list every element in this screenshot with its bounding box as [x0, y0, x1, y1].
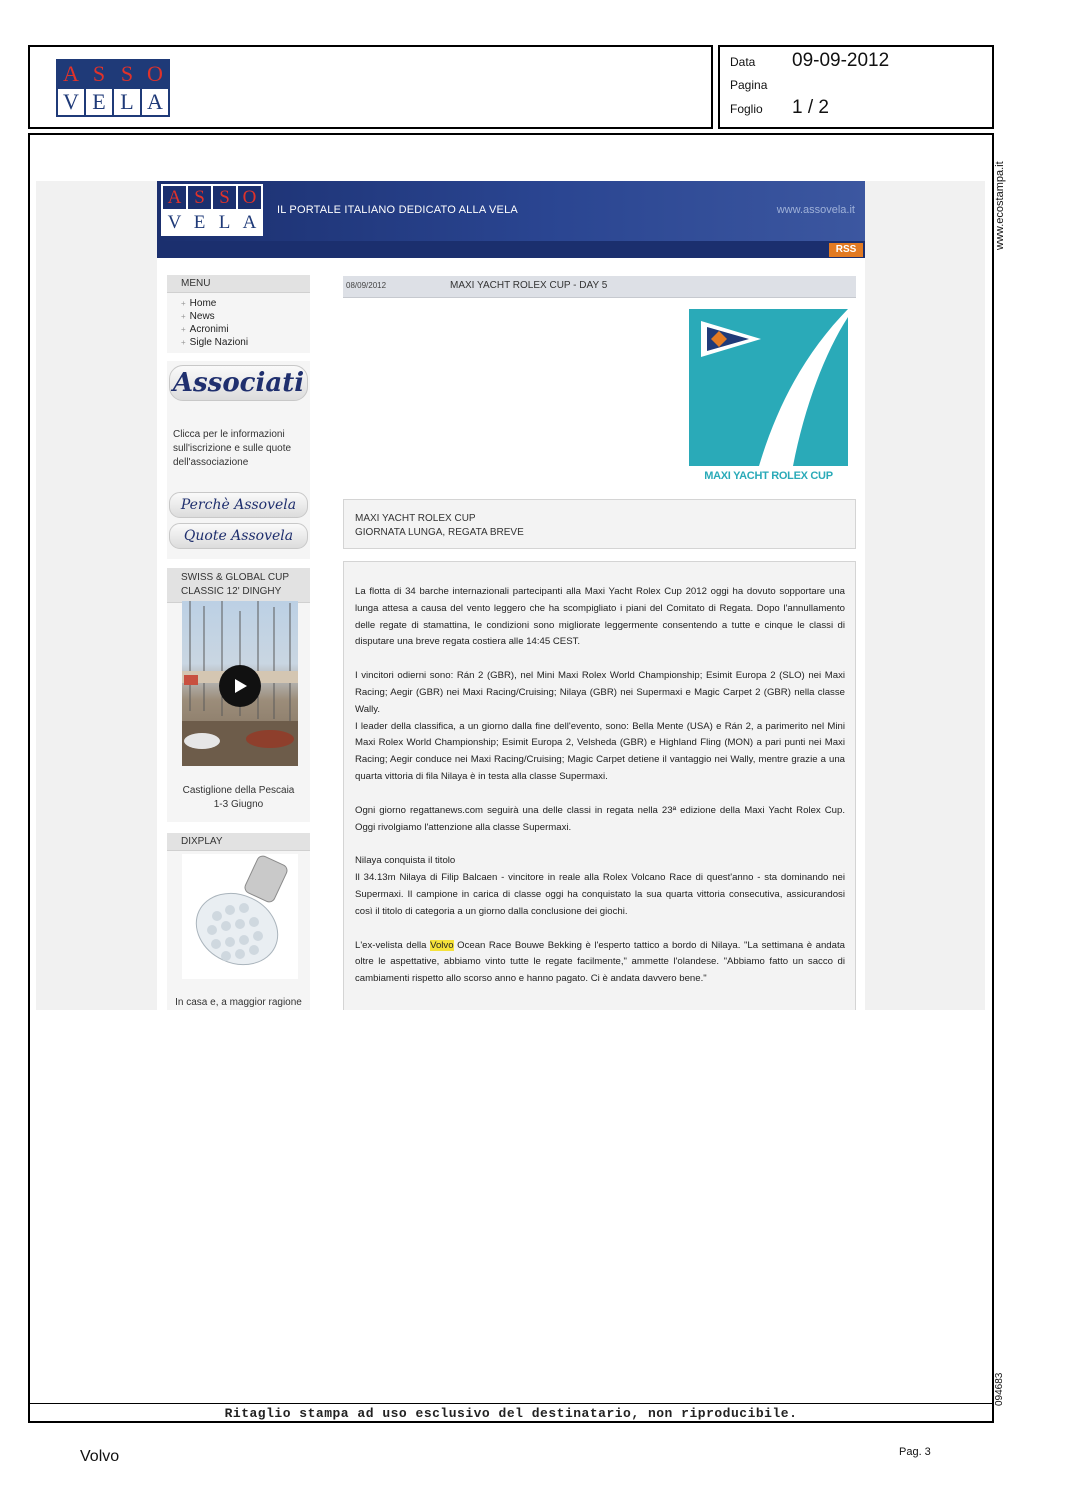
- ad-box-title: DIXPLAY: [167, 833, 310, 851]
- video-title-line: CLASSIC 12' DINGHY: [181, 586, 282, 597]
- play-icon[interactable]: [219, 665, 261, 707]
- associati-text: [173, 428, 291, 470]
- side-code-text: 094683: [994, 1372, 1005, 1406]
- rolex-cup-logo-text: MAXI YACHT ROLEX CUP: [704, 470, 833, 482]
- assovela-logo: [56, 59, 170, 117]
- logo-letter: S: [114, 61, 140, 87]
- sheet-value: 1 / 2: [792, 97, 829, 118]
- led-bulb-icon: [182, 854, 298, 979]
- ad-caption: In casa e, a maggior ragione: [175, 997, 302, 1008]
- banner-strip: [157, 241, 865, 258]
- associati-text-line: dell'associazione: [173, 457, 249, 468]
- video-caption-line: Castiglione della Pescaia: [182, 785, 295, 796]
- article-paragraph: I leader della classifica, a un giorno dalla fine dell'evento, sono: Bella Mente (USA) e Rán 2, a parimerito nel Mini Maxi Rolex World Championship; Esimit Europa 2, Velsheda (GBR) e Highland Fling (MON) a pari punti nei Maxi Racing; Aegir conduce nei Maxi Racing/Cruising; Magic Carpet detiene il vantaggio nei Wally, mentre grazie a una quarta vittoria di fila Nilaya è in testa alla classe Supermaxi.: [355, 720, 845, 782]
- logo-letter: S: [86, 61, 112, 87]
- logo-letter: A: [58, 61, 84, 87]
- article-paragraph: La flotta di 34 barche internazionali partecipanti alla Maxi Yacht Rolex Cup 2012 oggi ha dovuto sopportare una lunga attesa a causa del vento leggero che ha scompigliato i piani del Comitato di Regata. Dopo l'annullamento delle regate di stamattina, le condizioni sono migliorate leggermente consentendo a tutte e cinque le classi di disputare una breve regata costiera alle 14:45 CEST.: [355, 586, 845, 648]
- video-caption: [167, 784, 310, 812]
- logo-letter: E: [86, 89, 112, 115]
- logo-letter: O: [142, 61, 168, 87]
- article-header-bar: [343, 276, 856, 298]
- maxi-yacht-rolex-cup-logo: [689, 309, 848, 489]
- menu-item-news[interactable]: + News: [167, 310, 310, 323]
- menu-item-sigle-nazioni[interactable]: + Sigle Nazioni: [167, 336, 310, 349]
- clipping-header-left: [28, 45, 713, 129]
- sheet-label: Foglio: [730, 102, 763, 116]
- video-caption-line: 1-3 Giugno: [213, 799, 264, 810]
- article-paragraph: I vincitori odierni sono: Rán 2 (GBR), nel Mini Maxi Rolex World Championship; Esimit Europa 2 (SLO) nei Maxi Racing; Aegir (GBR) nei Maxi Racing/Cruising; Nilaya (GBR) nei Supermaxi e Magic Carpet 2 (GBR) nella classe Wally.: [355, 670, 845, 715]
- subtitle-line-2: GIORNATA LUNGA, REGATA BREVE: [355, 527, 524, 538]
- subtitle-line-1: MAXI YACHT ROLEX CUP: [355, 513, 476, 524]
- article-paragraph: Ogni giorno regattanews.com seguirà una delle classi in regata nella 23ª edizione della Maxi Yacht Rolex Cup. Oggi rivolgiamo l'attenzione alla classe Supermaxi.: [355, 804, 845, 833]
- site-tagline: IL PORTALE ITALIANO DEDICATO ALLA VELA: [277, 204, 518, 216]
- menu-box: [167, 275, 310, 353]
- article-title: MAXI YACHT ROLEX CUP - DAY 5: [450, 280, 608, 291]
- video-title-line: SWISS & GLOBAL CUP: [181, 572, 289, 583]
- side-url-text: www.ecostampa.it: [994, 161, 1006, 250]
- date-label: Data: [730, 55, 756, 69]
- side-url: [988, 150, 1018, 250]
- logo-letter: S: [188, 186, 211, 209]
- logo-letter: O: [238, 186, 261, 209]
- keyword-label: Volvo: [80, 1448, 120, 1465]
- associati-text-line: sull'iscrizione e sulle quote: [173, 443, 292, 454]
- quote-assovela-button[interactable]: Quote Assovela: [169, 523, 308, 549]
- video-thumbnail[interactable]: [182, 601, 298, 766]
- article-subheading: Nilaya conquista il titolo: [355, 855, 456, 867]
- site-logo[interactable]: [161, 184, 263, 236]
- logo-letter: A: [163, 186, 186, 209]
- associati-text-line: Clicca per le informazioni: [173, 429, 285, 440]
- logo-letter: A: [142, 89, 168, 115]
- logo-letter: V: [163, 211, 186, 234]
- article-paragraph: Il 34.13m Nilaya di Filip Balcaen - vincitore in reale alla Rolex Volcano Race di quest'anno - sta dominando nei Supermaxi. Il campione in carica di classe oggi ha conquistato la sua quarta vittoria consecutiva, assicurandosi così il titolo di categoria a un giorno dalla conclusione dei giochi.: [355, 872, 845, 917]
- site-url[interactable]: www.assovela.it: [776, 204, 855, 216]
- reproduction-notice: Ritaglio stampa ad uso esclusivo del destinatario, non riproducibile.: [30, 1403, 992, 1424]
- led-bulb-image[interactable]: [182, 854, 298, 979]
- logo-letter: E: [188, 211, 211, 234]
- article-body: [343, 561, 856, 1010]
- site-banner: [157, 181, 865, 241]
- clipping-meta: [718, 45, 994, 129]
- logo-letter: V: [58, 89, 84, 115]
- highlighted-keyword: Volvo: [430, 939, 454, 951]
- logo-letter: L: [114, 89, 140, 115]
- logo-letter: S: [213, 186, 236, 209]
- date-value: 09-09-2012: [792, 50, 890, 71]
- p6-text: Ocean Race Bouwe Bekking è l'esperto tattico a bordo di Nilaya. "La settimana è andata oltre le aspettative, abbiamo vinto tutte le regate facilmente," ammette l'olandese. "Abbiamo fatto un sacco di cambiamenti rispetto allo scorso anno e hanno pagato. Ci è andata davvero bene.": [355, 939, 845, 985]
- article-date: 08/09/2012: [346, 281, 387, 290]
- rolex-cup-emblem: [689, 309, 848, 469]
- video-box-title: [167, 568, 310, 603]
- article-paragraph: [355, 938, 845, 988]
- logo-letter: A: [238, 211, 261, 234]
- play-triangle: [231, 677, 249, 695]
- website-screenshot: [157, 181, 865, 1010]
- page-label: Pagina: [730, 78, 768, 92]
- p6-text: L'ex-velista della: [355, 939, 431, 951]
- menu-item-acronimi[interactable]: + Acronimi: [167, 323, 310, 336]
- menu-title: MENU: [167, 275, 310, 293]
- rss-button[interactable]: RSS: [829, 243, 863, 257]
- menu-item-home[interactable]: + Home: [167, 297, 310, 310]
- logo-letter: L: [213, 211, 236, 234]
- perche-assovela-button[interactable]: Perchè Assovela: [169, 492, 308, 518]
- associati-button[interactable]: Associati: [169, 365, 308, 401]
- article-subtitle-box: [343, 499, 856, 549]
- page-number: Pag. 3: [899, 1446, 931, 1458]
